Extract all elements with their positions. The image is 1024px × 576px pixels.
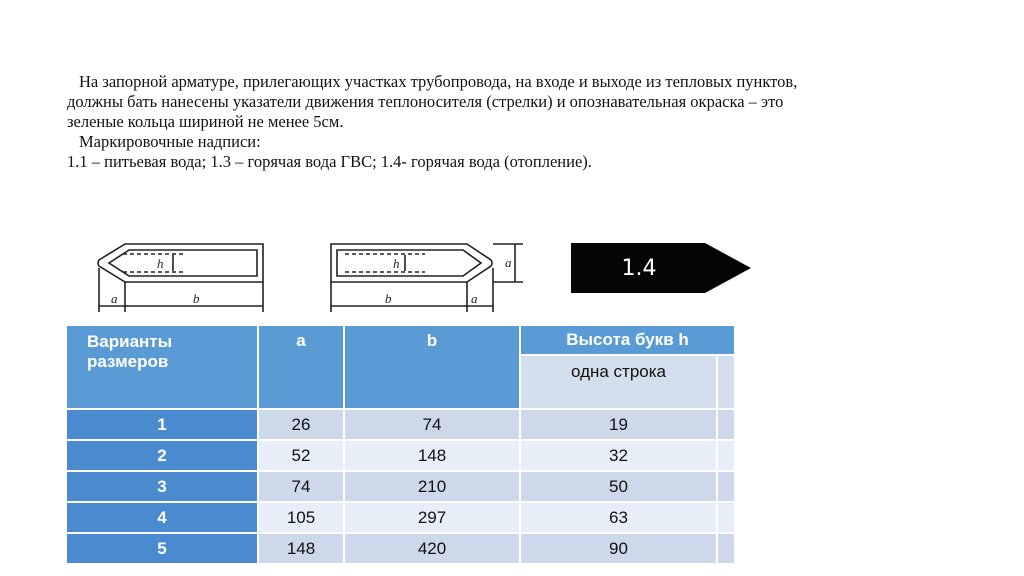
- b-cell: 297: [344, 502, 520, 533]
- h-label: h: [393, 256, 400, 271]
- text-line-4: Маркировочные надписи:: [79, 132, 261, 151]
- b-cell: 420: [344, 533, 520, 564]
- arrow-sign-1-4: [571, 243, 753, 293]
- marker-sizes-table: [65, 324, 736, 565]
- variant-cell: 3: [66, 471, 258, 502]
- header-b: b: [344, 325, 520, 409]
- right-pointing-marker-drawing: [325, 238, 535, 318]
- h-label: h: [157, 256, 164, 271]
- instruction-text: [67, 72, 947, 172]
- a-cell: 105: [258, 502, 344, 533]
- variant-cell: 5: [66, 533, 258, 564]
- header-a: a: [258, 325, 344, 409]
- spare-cell: [717, 440, 735, 471]
- a-cell: 74: [258, 471, 344, 502]
- table-row: [66, 502, 735, 533]
- arrow-shape: [571, 243, 751, 293]
- b-label: b: [193, 291, 200, 306]
- variant-cell: 2: [66, 440, 258, 471]
- variant-cell: 4: [66, 502, 258, 533]
- spare-cell: [717, 533, 735, 564]
- b-cell: 148: [344, 440, 520, 471]
- a-label: a: [505, 255, 512, 270]
- spare-cell: [717, 502, 735, 533]
- spare-cell: [717, 471, 735, 502]
- text-line-2: должны бать нанесены указатели движения теплоносителя (стрелки) и опознавательная окраска – это: [67, 92, 784, 111]
- a-label: a: [471, 291, 478, 306]
- variant-cell: 1: [66, 409, 258, 440]
- table-row: [66, 440, 735, 471]
- b-label: b: [385, 291, 392, 306]
- b-cell: 74: [344, 409, 520, 440]
- a-cell: 52: [258, 440, 344, 471]
- h-cell: 19: [520, 409, 717, 440]
- h-cell: 50: [520, 471, 717, 502]
- text-line-1: На запорной арматуре, прилегающих участках трубопровода, на входе и выходе из тепловых пунктов,: [79, 72, 798, 91]
- text-line-3: зеленые кольца шириной не менее 5см.: [67, 112, 344, 131]
- h-cell: 63: [520, 502, 717, 533]
- b-cell: 210: [344, 471, 520, 502]
- a-label: a: [111, 291, 118, 306]
- header-spare-cell: [717, 355, 735, 409]
- table-row: [66, 533, 735, 564]
- left-pointing-marker-drawing: [95, 238, 285, 318]
- header-letter-height: Высота букв h: [520, 325, 735, 355]
- a-cell: 148: [258, 533, 344, 564]
- header-one-line: одна строка: [520, 355, 717, 409]
- h-cell: 90: [520, 533, 717, 564]
- header-variants: Варианты размеров: [66, 325, 258, 409]
- spare-cell: [717, 409, 735, 440]
- table-row: [66, 409, 735, 440]
- text-line-5: 1.1 – питьевая вода; 1.3 – горячая вода ГВС; 1.4- горячая вода (отопление).: [67, 152, 592, 171]
- h-cell: 32: [520, 440, 717, 471]
- table-row: [66, 471, 735, 502]
- sign-label: 1.4: [621, 256, 657, 281]
- a-cell: 26: [258, 409, 344, 440]
